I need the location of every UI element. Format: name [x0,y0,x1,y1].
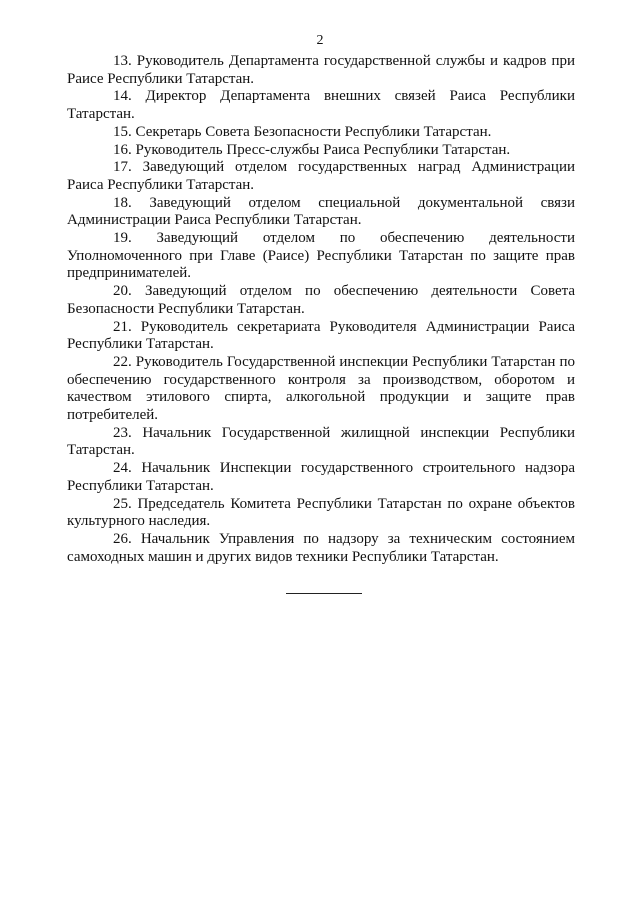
list-item-26: 26. Начальник Управления по надзору за техническим состоянием самоходных машин и других видов техники Республики Татарстан. [67,530,575,565]
list-item-23: 23. Начальник Государственной жилищной инспекции Республики Татарстан. [67,424,575,459]
position-list [67,53,575,566]
list-item-20: 20. Заведующий отделом по обеспечению деятельности Совета Безопасности Республики Татарстан. [67,283,575,317]
list-item-16: 16. Руководитель Пресс-службы Раиса Республики Татарстан. [113,141,511,158]
list-item-18: 18. Заведующий отделом специальной документальной связи Администрации Раиса Республики Татарстан. [67,194,575,229]
list-item-19: 19. Заведующий отделом по обеспечению деятельности Уполномоченного при Главе (Раисе) Республики Татарстан по защите прав предпринимателей. [67,230,575,282]
list-item-13: 13. Руководитель Департамента государственной службы и кадров при Раисе Республики Татарстан. [67,53,575,87]
list-item-21: 21. Руководитель секретариата Руководителя Администрации Раиса Республики Татарстан. [67,318,575,353]
list-item-15: 15. Секретарь Совета Безопасности Республики Татарстан. [113,123,492,140]
page-number: 2 [316,33,324,48]
list-item-24: 24. Начальник Инспекции государственного строительного надзора Республики Татарстан. [67,460,575,494]
list-item-22: 22. Руководитель Государственной инспекции Республики Татарстан по обеспечению государственного контроля за производством, оборотом и качеством этилового спирта, алкогольной продукции и защите прав потребителей. [67,353,575,424]
list-item-14: 14. Директор Департамента внешних связей Раиса Республики Татарстан. [67,88,575,123]
list-item-17: 17. Заведующий отделом государственных наград Администрации Раиса Республики Татарстан. [67,159,575,193]
end-of-document-rule [286,593,362,594]
list-item-25: 25. Председатель Комитета Республики Татарстан по охране объектов культурного наследия. [67,495,575,530]
